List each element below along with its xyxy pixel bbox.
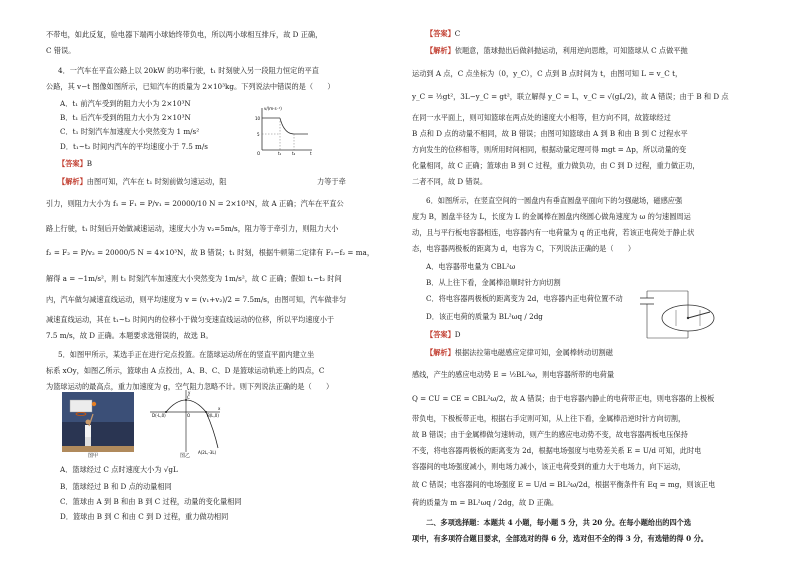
point-label: C — [187, 395, 190, 400]
point-label: A(2L,-3L) — [198, 450, 217, 455]
option-b: B．篮球经过 B 和 D 点的动量相同 — [60, 482, 172, 491]
question-5-stem: 标系 xOy，如图乙所示，篮球由 A 点投出，A、B、C、D 是篮球运动轨迹上的四点，C — [46, 366, 325, 375]
point-label: B(L,0) — [207, 413, 219, 418]
answer-tag: 【答案】 — [58, 159, 87, 168]
vt-origin: O — [257, 151, 261, 156]
analysis-line: 化量相同，故 C 正确；篮球由 B 到 C 过程，重力做负功，由 C 到 D 过程，重力做正功， — [412, 161, 700, 170]
question-5-stem: 为篮球运动的最高点，重力加速度为 g，空气阻力忽略不计。则下列说法正确的是（ ） — [46, 382, 334, 391]
question-6-stem: 动，且与平行板电容器相连，电容器内有一电荷量为 q 的正电荷，若该正电荷处于静止状 — [412, 228, 695, 237]
vt-ylabel: v/(m·s⁻¹) — [264, 106, 282, 111]
analysis-line: 故 C 错误；电容器间的电场强度 E = U/d = BL²ω/2d，根据平衡条件有 Eq = mg，则该正电 — [412, 480, 716, 489]
analysis-line: 路上行驶，t₁ 时刻后开始做减速运动，速度大小为 v₂=5m/s，阻力等于牵引力，则阻力大小 — [46, 224, 339, 233]
answer-line — [426, 330, 461, 339]
vt-xlabel: t — [310, 151, 312, 156]
vt-tick: 10 — [255, 116, 261, 121]
analysis-line: 7.5 m/s，故 D 正确。本题要求选错误的，故选 B。 — [46, 331, 213, 340]
disk-center — [687, 317, 689, 319]
question-4-stem: 公路，其 v−t 图像如图所示，已知汽车的质量为 2×10³kg。下列说法中错误的是（ ） — [46, 82, 335, 91]
vt-tick: 5 — [257, 132, 260, 137]
point-label: D(-L,0) — [152, 413, 166, 418]
option-d: D．该正电荷的质量为 BL²ωq / 2dg — [426, 312, 543, 321]
analysis-line — [58, 177, 226, 186]
answer-tag: 【答案】 — [426, 330, 455, 339]
section-heading: 二、多项选择题：本题共 4 小题，每小题 5 分，共 20 分。在每小题给出的四个选 — [426, 518, 692, 527]
option-d: D．篮球由 B 到 C 和由 C 到 D 过程，重力做功相同 — [60, 512, 229, 521]
option-c: C．将电容器两极板的距离变为 2d，电容器内正电荷位置不动 — [426, 294, 623, 303]
analysis-line: Q = CU = CE = CBL²ω/2，故 A 错误；由于电容器内静止的电荷带正电，则电容器的上极板 — [412, 394, 715, 403]
crowd — [62, 422, 134, 448]
option-c: C．篮球由 A 到 B 和由 B 到 C 过程，动量的变化量相同 — [60, 497, 242, 506]
analysis-tag: 【解析】 — [426, 348, 455, 357]
analysis-line: 引力，则阻力大小为 f₁ = F₁ = P/v₁ = 20000/10 N = 2×10³N，故 A 正确；汽车在平直公 — [46, 199, 344, 208]
analysis-line: B 点和 D 点的动量不相同，故 B 错误；由图可知篮球由 A 到 B 和由 B 到 C 过程水平 — [412, 129, 688, 138]
analysis-line: y_C = ½gt²，3L−y_C = gt²，联立解得 y_C = L，v_C = √(gL/2)，故 A 错误；由于 B 和 D 点 — [412, 92, 729, 101]
answer-tag: 【答案】 — [426, 29, 455, 38]
option-b: B．从上往下看，金属棒沿顺时针方向切割 — [426, 278, 561, 287]
backboard — [70, 400, 92, 412]
player-jersey — [85, 425, 91, 437]
analysis-tag: 【解析】 — [58, 177, 87, 186]
section-heading: 项中，有多项符合题目要求，全部选对的得 6 分，选对但不全的得 3 分，有选错的得 0 分。 — [412, 534, 708, 543]
option-c: C．t₁ 时刻汽车加速度大小突然变为 1 m/s² — [60, 127, 200, 136]
metal-rod — [688, 312, 710, 318]
analysis-line: 感线，产生的感应电动势 E = ½BL²ω，则电容器所带的电荷量 — [412, 370, 615, 379]
analysis-line: 运动到 A 点，C 点坐标为（0，y_C），C 点到 B 点时间为 t，由图可知 L = v_C t， — [412, 69, 683, 78]
question-4-stem: 4．一汽车在平直公路上以 20kW 的功率行驶，t₁ 时刻驶入另一段阻力恒定的平直 — [58, 66, 319, 75]
analysis-line: 故 B 错误；由于金属棒做匀速转动，则产生的感应电动势不变，故电容器两板电压保持 — [412, 430, 688, 439]
vt-curve-segment — [280, 118, 308, 134]
vt-graph-figure — [254, 104, 316, 156]
question-6-stem: 度为 B，圆盘半径为 L，长度为 L 的金属棒在圆盘内绕圆心做角速度为 ω 的匀速圆周运 — [412, 212, 691, 221]
trajectory-curve — [166, 400, 218, 448]
analysis-line: f₂ = F₂ = P/v₂ = 20000/5 N = 4×10³N，故 B 错误；t₁ 时刻，根据牛顿第二定律有 F₁−f₂ = ma， — [46, 248, 375, 257]
analysis-text: 依题意，篮球抛出后做斜抛运动，利用逆向思维，可知篮球从 C 点做平抛 — [454, 46, 688, 55]
option-a: A．t₁ 前汽车受到的阻力大小为 2×10³N — [60, 99, 191, 108]
analysis-line: 带负电，下极板带正电，根据右手定则可知，从上往下看，金属棒沿逆时针方向切割， — [412, 414, 686, 423]
analysis-line: 方向发生的位移相等，则所用时间相同，根据动量定理可得 mgt = Δp，所以动量的变 — [412, 145, 687, 154]
basketball-photo — [62, 392, 134, 452]
question-6-stem: 态，电容器两极板的距离为 d，电容为 C，下列说法正确的是（ ） — [412, 244, 636, 253]
analysis-text: 根据法拉第电磁感应定律可知，金属棒转动切割磁 — [454, 348, 613, 357]
analysis-line: 减速直线运动，其在 t₁~t₂ 时间内的位移小于做匀变速直线运动的位移，所以平均速度小于 — [46, 315, 335, 324]
answer-value: C — [454, 29, 461, 38]
text-line: 不带电，如此反复，验电器下端两小球始终带负电，所以两小球相互排斥，故 D 正确， — [46, 30, 323, 39]
question-6-stem: 6．如图所示，在竖直空间的一圆盘内有垂直圆盘平面向下的匀强磁场，磁感应强 — [426, 196, 683, 205]
vt-tick: t₁ — [278, 151, 282, 156]
answer-line — [426, 29, 460, 38]
analysis-line — [426, 46, 688, 55]
basketball-icon — [92, 402, 96, 406]
axis-label: x — [218, 406, 221, 411]
analysis-line: 不变，将电容器两极板的距离变为 2d，根据电场强度与电势差关系 E = U/d 可知，此时电 — [412, 446, 702, 455]
analysis-line: 力等于牵 — [317, 177, 346, 186]
figure-caption: 图甲 — [88, 453, 99, 459]
analysis-text: 由图可知，汽车在 t₁ 时刻前做匀速运动，阻 — [86, 177, 227, 186]
answer-value: D — [454, 330, 461, 339]
option-a: A．篮球经过 C 点时速度大小为 √gL — [60, 465, 178, 474]
disk-capacitor-diagram — [636, 288, 718, 344]
option-a: A．电容器带电量为 CBL²ω — [426, 262, 516, 271]
answer-line — [58, 159, 92, 168]
trajectory-diagram — [146, 388, 224, 456]
analysis-line: 荷的质量为 m = BL²ωq / 2dg，故 D 正确。 — [412, 498, 559, 507]
figure-caption: 图乙 — [180, 453, 191, 459]
analysis-line: 在同一水平面上，则可知篮球在两点处的速度大小相等，但方向不同，故篮球经过 — [412, 113, 671, 122]
analysis-tag: 【解析】 — [426, 46, 455, 55]
text-line: C 错误。 — [46, 46, 76, 55]
origin-label: O — [187, 413, 191, 418]
answer-value: B — [86, 159, 93, 168]
vt-tick: t₂ — [292, 151, 296, 156]
analysis-line: 内，汽车做匀减速直线运动，则平均速度为 v = (v₁+v₂)/2 = 7.5m/s，由图可知，汽车做非匀 — [46, 295, 347, 304]
analysis-line: 二者不同，故 D 错误。 — [412, 177, 488, 186]
question-5-stem: 5．如图甲所示，某选手正在进行定点投篮。在篮球运动所在的竖直平面内建立坐 — [58, 350, 315, 359]
analysis-line: 解得 a = −1m/s²，则 t₁ 时刻汽车加速度大小突然变为 1m/s²，故 C 正确；假如 t₁~t₂ 时间 — [46, 274, 342, 283]
analysis-line — [426, 348, 613, 357]
axis-label: y — [188, 390, 191, 395]
option-b: B．t₁ 后汽车受到的阻力大小为 2×10³N — [60, 113, 191, 122]
option-d: D．t₁~t₂ 时间内汽车的平均速度小于 7.5 m/s — [60, 142, 208, 151]
player-legs — [85, 437, 91, 446]
analysis-line: 容器间的电场强度减小，则电场力减小，该正电荷受到的重力大于电场力，向下运动， — [412, 462, 686, 471]
